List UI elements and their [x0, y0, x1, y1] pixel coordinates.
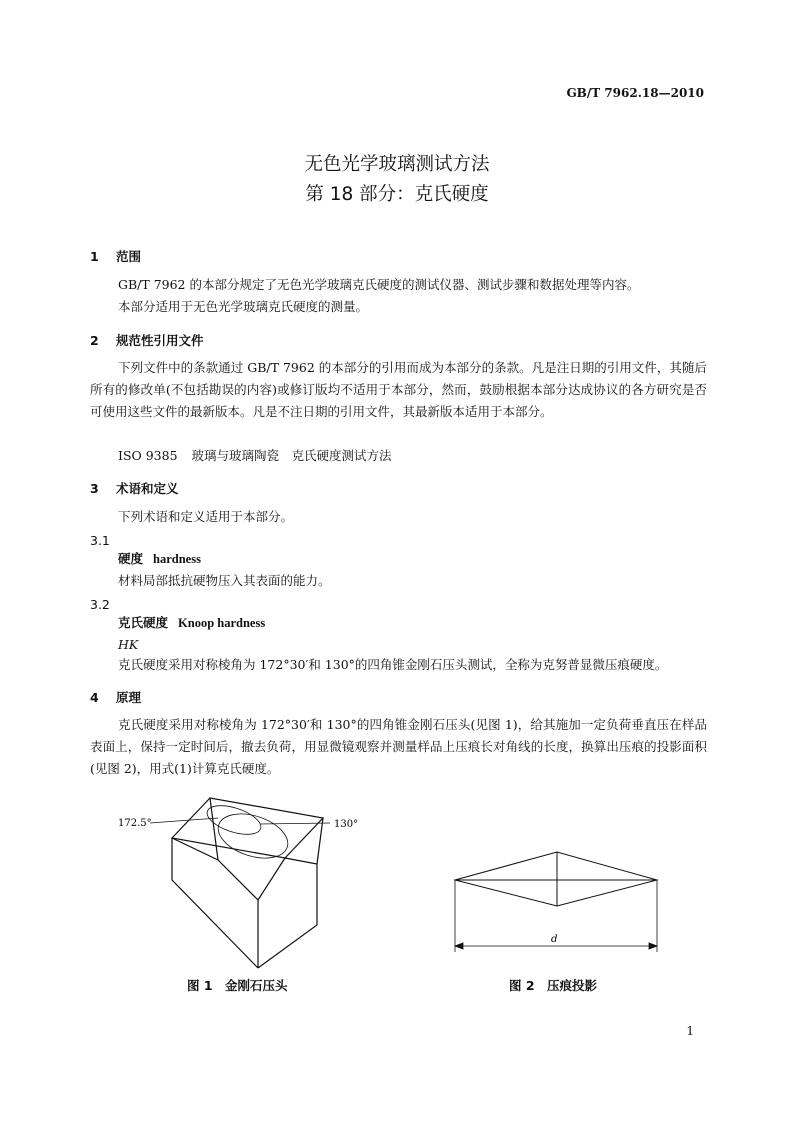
- term-zh: 硬度: [118, 551, 144, 566]
- section-1-heading: [90, 247, 141, 265]
- reference-entry: [118, 445, 392, 467]
- page-number: 1: [686, 1024, 694, 1038]
- section-number: 3: [90, 481, 99, 496]
- section-number: 1: [90, 249, 99, 264]
- section-number: 4: [90, 690, 99, 705]
- figure-1-caption: 图 1 金刚石压头: [187, 978, 288, 993]
- figure-1-indenter-drawing: [110, 790, 380, 970]
- section-title: 规范性引用文件: [116, 333, 204, 348]
- title-line-1: 无色光学玻璃测试方法: [304, 154, 490, 175]
- term-hardness-definition: 材料局部抵抗硬物压入其表面的能力。: [118, 573, 331, 588]
- scope-paragraph-1: GB/T 7962 的本部分规定了无色光学玻璃克氏硬度的测试仪器、测试步骤和数据处理等内容。: [118, 277, 640, 292]
- reference-name: 玻璃与玻璃陶瓷 克氏硬度测试方法: [191, 448, 392, 463]
- terms-intro: 下列术语和定义适用于本部分。: [118, 509, 294, 524]
- section-4-heading: [90, 688, 141, 706]
- page-title: [0, 150, 794, 210]
- section-title: 术语和定义: [116, 481, 179, 496]
- figure-2-caption: 图 2 压痕投影: [509, 978, 598, 993]
- term-number: 3.1: [90, 533, 110, 548]
- rhombus-outline: [455, 852, 657, 906]
- leader-lines: [150, 818, 330, 824]
- term-zh: 克氏硬度: [118, 615, 169, 630]
- section-2-heading: [90, 331, 204, 349]
- angle-label-left: 172.5°: [118, 818, 152, 829]
- dimension-label: d: [551, 934, 558, 945]
- title-line-2: 第 18 部分：克氏硬度: [305, 184, 489, 205]
- term-knoop-definition: 克氏硬度采用对称棱角为 172°30′和 130°的四角锥金刚石压头测试，全称为克努普显微压痕硬度。: [118, 657, 668, 672]
- angle-label-right: 130°: [334, 819, 359, 830]
- section-3-heading: [90, 479, 179, 497]
- term-en: hardness: [153, 552, 201, 566]
- term-en: Knoop hardness: [178, 616, 266, 630]
- figure-2-projection-drawing: [440, 840, 680, 960]
- section-title: 原理: [116, 690, 142, 705]
- standard-code: GB/T 7962.18—2010: [566, 86, 704, 100]
- scope-paragraph-2: 本部分适用于无色光学玻璃克氏硬度的测量。: [118, 299, 369, 314]
- term-hardness-name: [118, 548, 201, 570]
- term-number: 3.2: [90, 597, 110, 612]
- term-knoop-name: [118, 612, 265, 634]
- principle-paragraph: 克氏硬度采用对称棱角为 172°30′和 130°的四角锥金刚石压头(见图 1)，给其施加一定负荷垂直压在样品表面上，保持一定时间后，撤去负荷，用显微镜观察并测量样品上压痕长对角线的长度，换算出压痕的投影面积(见图 2)，用式(1)计算克氏硬度。: [90, 717, 707, 776]
- reference-code: ISO 9385: [118, 448, 178, 463]
- normative-references-paragraph: 下列文件中的条款通过 GB/T 7962 的本部分的引用而成为本部分的条款。凡是注日期的引用文件，其随后所有的修改单(不包括勘误的内容)或修订版均不适用于本部分，然而，鼓励根据本部分达成协议的各方研究是否可使用这些文件的最新版本。凡是不注日期的引用文件，其最新版本适用于本部分。: [90, 360, 707, 419]
- section-number: 2: [90, 333, 99, 348]
- section-title: 范围: [116, 249, 142, 264]
- term-knoop-symbol: HK: [118, 637, 139, 652]
